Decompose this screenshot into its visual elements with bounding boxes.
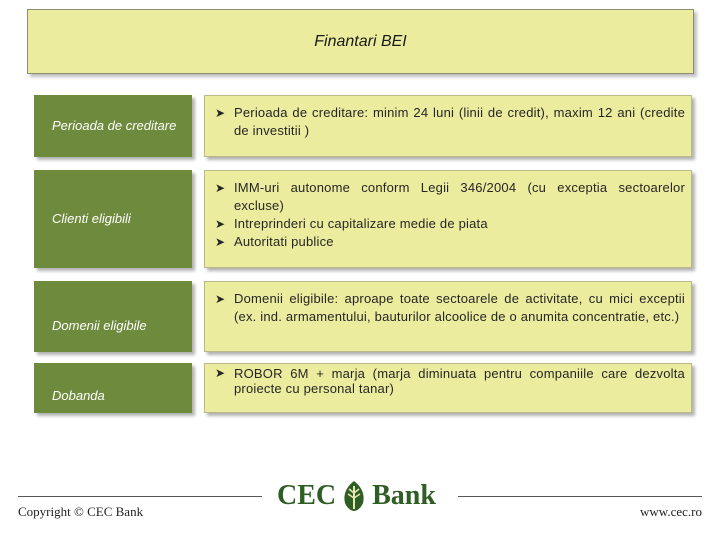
row-label: Dobanda [52, 388, 105, 403]
logo-cec-word: CEC [277, 480, 337, 511]
website-link[interactable]: www.cec.ro [640, 504, 702, 519]
cec-bank-logo [277, 478, 436, 514]
bullet-item: ➤ Perioada de creditare: minim 24 luni (linii de credit), maxim 12 ani (credite de investitii ) [215, 105, 685, 138]
bullet-item: ➤ Autoritati publice [215, 234, 334, 249]
slide-title: Finantari BEI [314, 33, 407, 50]
logo-bank-word: Bank [372, 480, 436, 511]
desc-clienti-eligibili [204, 170, 692, 268]
bullet-item: ➤ Intreprinderi cu capitalizare medie de piata [215, 216, 488, 231]
footer-divider-right [458, 496, 702, 497]
desc-domenii-eligibile [204, 281, 692, 352]
bullet-item: ➤ IMM-uri autonome conform Legii 346/2004 (cu exceptia sectoarelor excluse) [215, 180, 685, 213]
footer-divider-left [18, 496, 262, 497]
arrow-bullet-icon: ➤ [215, 217, 226, 231]
arrow-bullet-icon: ➤ [215, 181, 226, 195]
label-perioada-creditare [34, 95, 192, 157]
row-label: Perioada de creditare [52, 118, 177, 133]
arrow-bullet-icon: ➤ [215, 366, 226, 380]
copyright-text: Copyright © CEC Bank [18, 504, 144, 519]
label-clienti-eligibili [34, 170, 192, 268]
desc-perioada-creditare [204, 95, 692, 157]
bullet-item: ➤ ROBOR 6M + marja (marja diminuata pentru companiile care dezvolta proiecte cu personal tanar) [215, 366, 685, 396]
arrow-bullet-icon: ➤ [215, 235, 226, 249]
arrow-bullet-icon: ➤ [215, 106, 226, 120]
title-panel [27, 9, 694, 74]
label-dobanda [34, 363, 192, 413]
desc-dobanda [204, 363, 692, 413]
label-domenii-eligibile [34, 281, 192, 352]
row-label: Domenii eligibile [52, 318, 147, 333]
bullet-item: ➤ Domenii eligibile: aproape toate sectoarele de activitate, cu mici exceptii (ex. ind. armamentului, bauturilor alcoolice de o anumita concentratie, etc.) [215, 291, 685, 324]
row-label: Clienti eligibili [52, 211, 131, 226]
cec-leaf-icon [340, 480, 368, 512]
arrow-bullet-icon: ➤ [215, 292, 226, 306]
